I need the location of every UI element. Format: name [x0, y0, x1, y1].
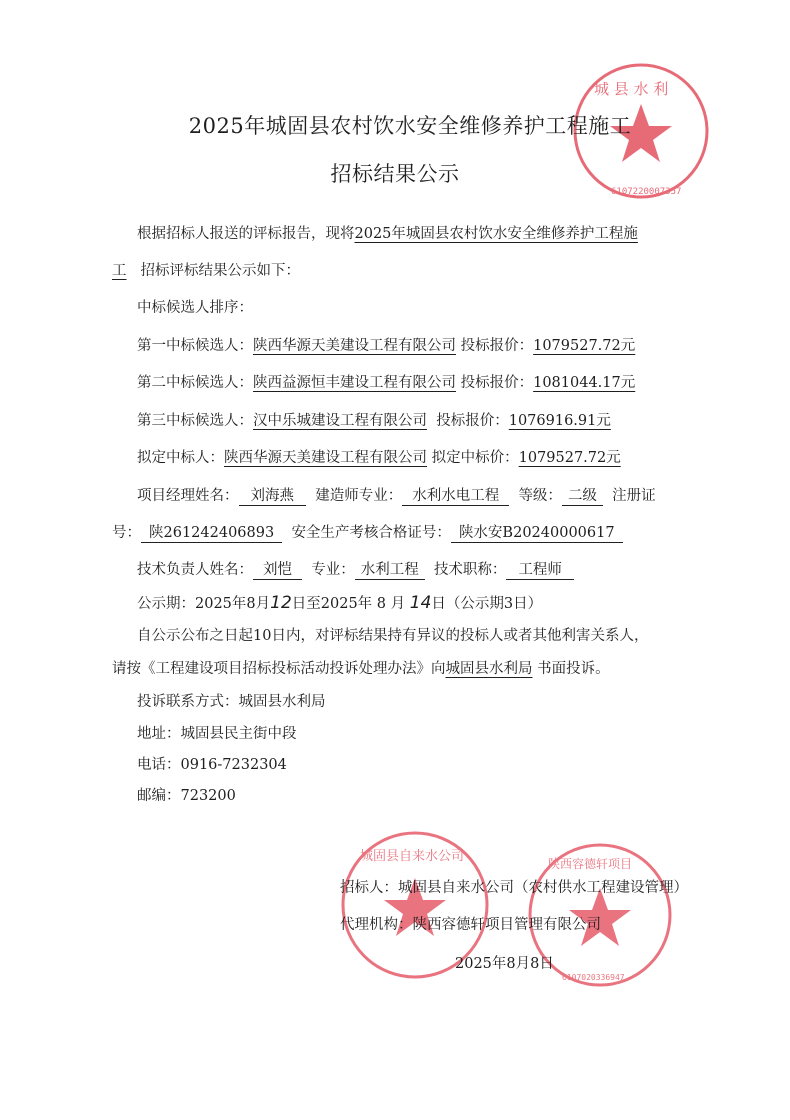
- winner-price: 1079527.72元: [518, 450, 621, 466]
- pm-grade: 二级: [562, 484, 603, 506]
- candidate-bid: 1081044.17元: [533, 375, 636, 391]
- pm-name: 刘海燕: [239, 484, 307, 506]
- publicity-period: 公示期：2025年8月12日至2025年 8 月 14日（公示期3日）: [137, 593, 543, 613]
- ranking-heading: 中标候选人排序：: [137, 300, 253, 316]
- signoff-date: 2025年8月8日: [455, 956, 554, 972]
- proposed-winner: 拟定中标人：陕西华源天美建设工程有限公司 拟定中标价：1079527.72元: [137, 450, 621, 466]
- registration-number: 陕261242406893: [141, 521, 282, 543]
- contact-postcode: 邮编：723200: [137, 788, 236, 804]
- contact-method: 投诉联系方式：城固县水利局: [137, 694, 326, 710]
- candidate-3: 第三中标候选人：汉中乐城建设工程有限公司 投标报价：1076916.91元: [137, 413, 611, 429]
- candidate-company: 汉中乐城建设工程有限公司: [253, 413, 427, 429]
- svg-text:6107020336947: 6107020336947: [562, 973, 625, 982]
- page-subtitle: 招标结果公示: [330, 162, 460, 186]
- contact-phone: 电话：0916-7232304: [137, 757, 287, 773]
- candidate-company: 陕西益源恒丰建设工程有限公司: [253, 375, 456, 391]
- tenderer-signoff: 招标人：城固县自来水公司（农村供水工程建设管理）: [340, 880, 688, 896]
- svg-text:城 县 水 利: 城 县 水 利: [594, 80, 669, 98]
- tech-name: 刘恺: [253, 558, 302, 580]
- objection-line-1: 自公示公布之日起10日内，对评标结果持有异议的投标人或者其他利害关系人，: [137, 628, 649, 644]
- winner-company: 陕西华源天美建设工程有限公司: [224, 450, 427, 466]
- candidate-2: 第二中标候选人：陕西益源恒丰建设工程有限公司 投标报价：1081044.17元: [137, 375, 636, 391]
- svg-text:6107220007357: 6107220007357: [611, 187, 682, 197]
- complaint-authority: 城固县水利局: [445, 661, 533, 677]
- intro-line-2: 工 招标评标结果公示如下：: [112, 263, 300, 279]
- handwritten-day-end: 14: [409, 593, 432, 613]
- candidate-1: 第一中标候选人：陕西华源天美建设工程有限公司 投标报价：1079527.72元: [137, 338, 636, 354]
- candidate-bid: 1076916.91元: [508, 413, 611, 429]
- page-title: 2025年城固县农村饮水安全维修养护工程施工: [188, 114, 632, 138]
- project-manager-line: 项目经理姓名： 刘海燕 建造师专业： 水利水电工程 等级： 二级 注册证: [137, 484, 656, 506]
- technical-lead-line: 技术负责人姓名： 刘恺 专业： 水利工程 技术职称： 工程师: [137, 558, 574, 580]
- certificate-line: 号： 陕261242406893 安全生产考核合格证号： 陕水安B20240000617: [112, 521, 623, 543]
- handwritten-day-start: 12: [270, 593, 292, 613]
- tech-major: 水利工程: [355, 558, 425, 580]
- project-name: 2025年城固县农村饮水安全维修养护工程施: [354, 226, 638, 242]
- contact-address: 地址：城固县民主街中段: [137, 726, 297, 742]
- safety-certificate-number: 陕水安B20240000617: [451, 521, 623, 543]
- tech-title: 工程师: [506, 558, 574, 580]
- svg-text:城固县自来水公司: 城固县自来水公司: [360, 849, 465, 864]
- pm-major: 水利水电工程: [402, 484, 509, 506]
- svg-text:陕西容德轩项目: 陕西容德轩项目: [548, 857, 633, 871]
- objection-line-2: 请按《工程建设项目招标投标活动投诉处理办法》向城固县水利局 书面投诉。: [112, 661, 610, 677]
- candidate-company: 陕西华源天美建设工程有限公司: [253, 338, 456, 354]
- intro-line-1: 根据招标人报送的评标报告，现将2025年城固县农村饮水安全维修养护工程施: [137, 226, 638, 242]
- candidate-bid: 1079527.72元: [533, 338, 636, 354]
- agency-signoff: 代理机构：陕西容德轩项目管理有限公司: [340, 917, 601, 933]
